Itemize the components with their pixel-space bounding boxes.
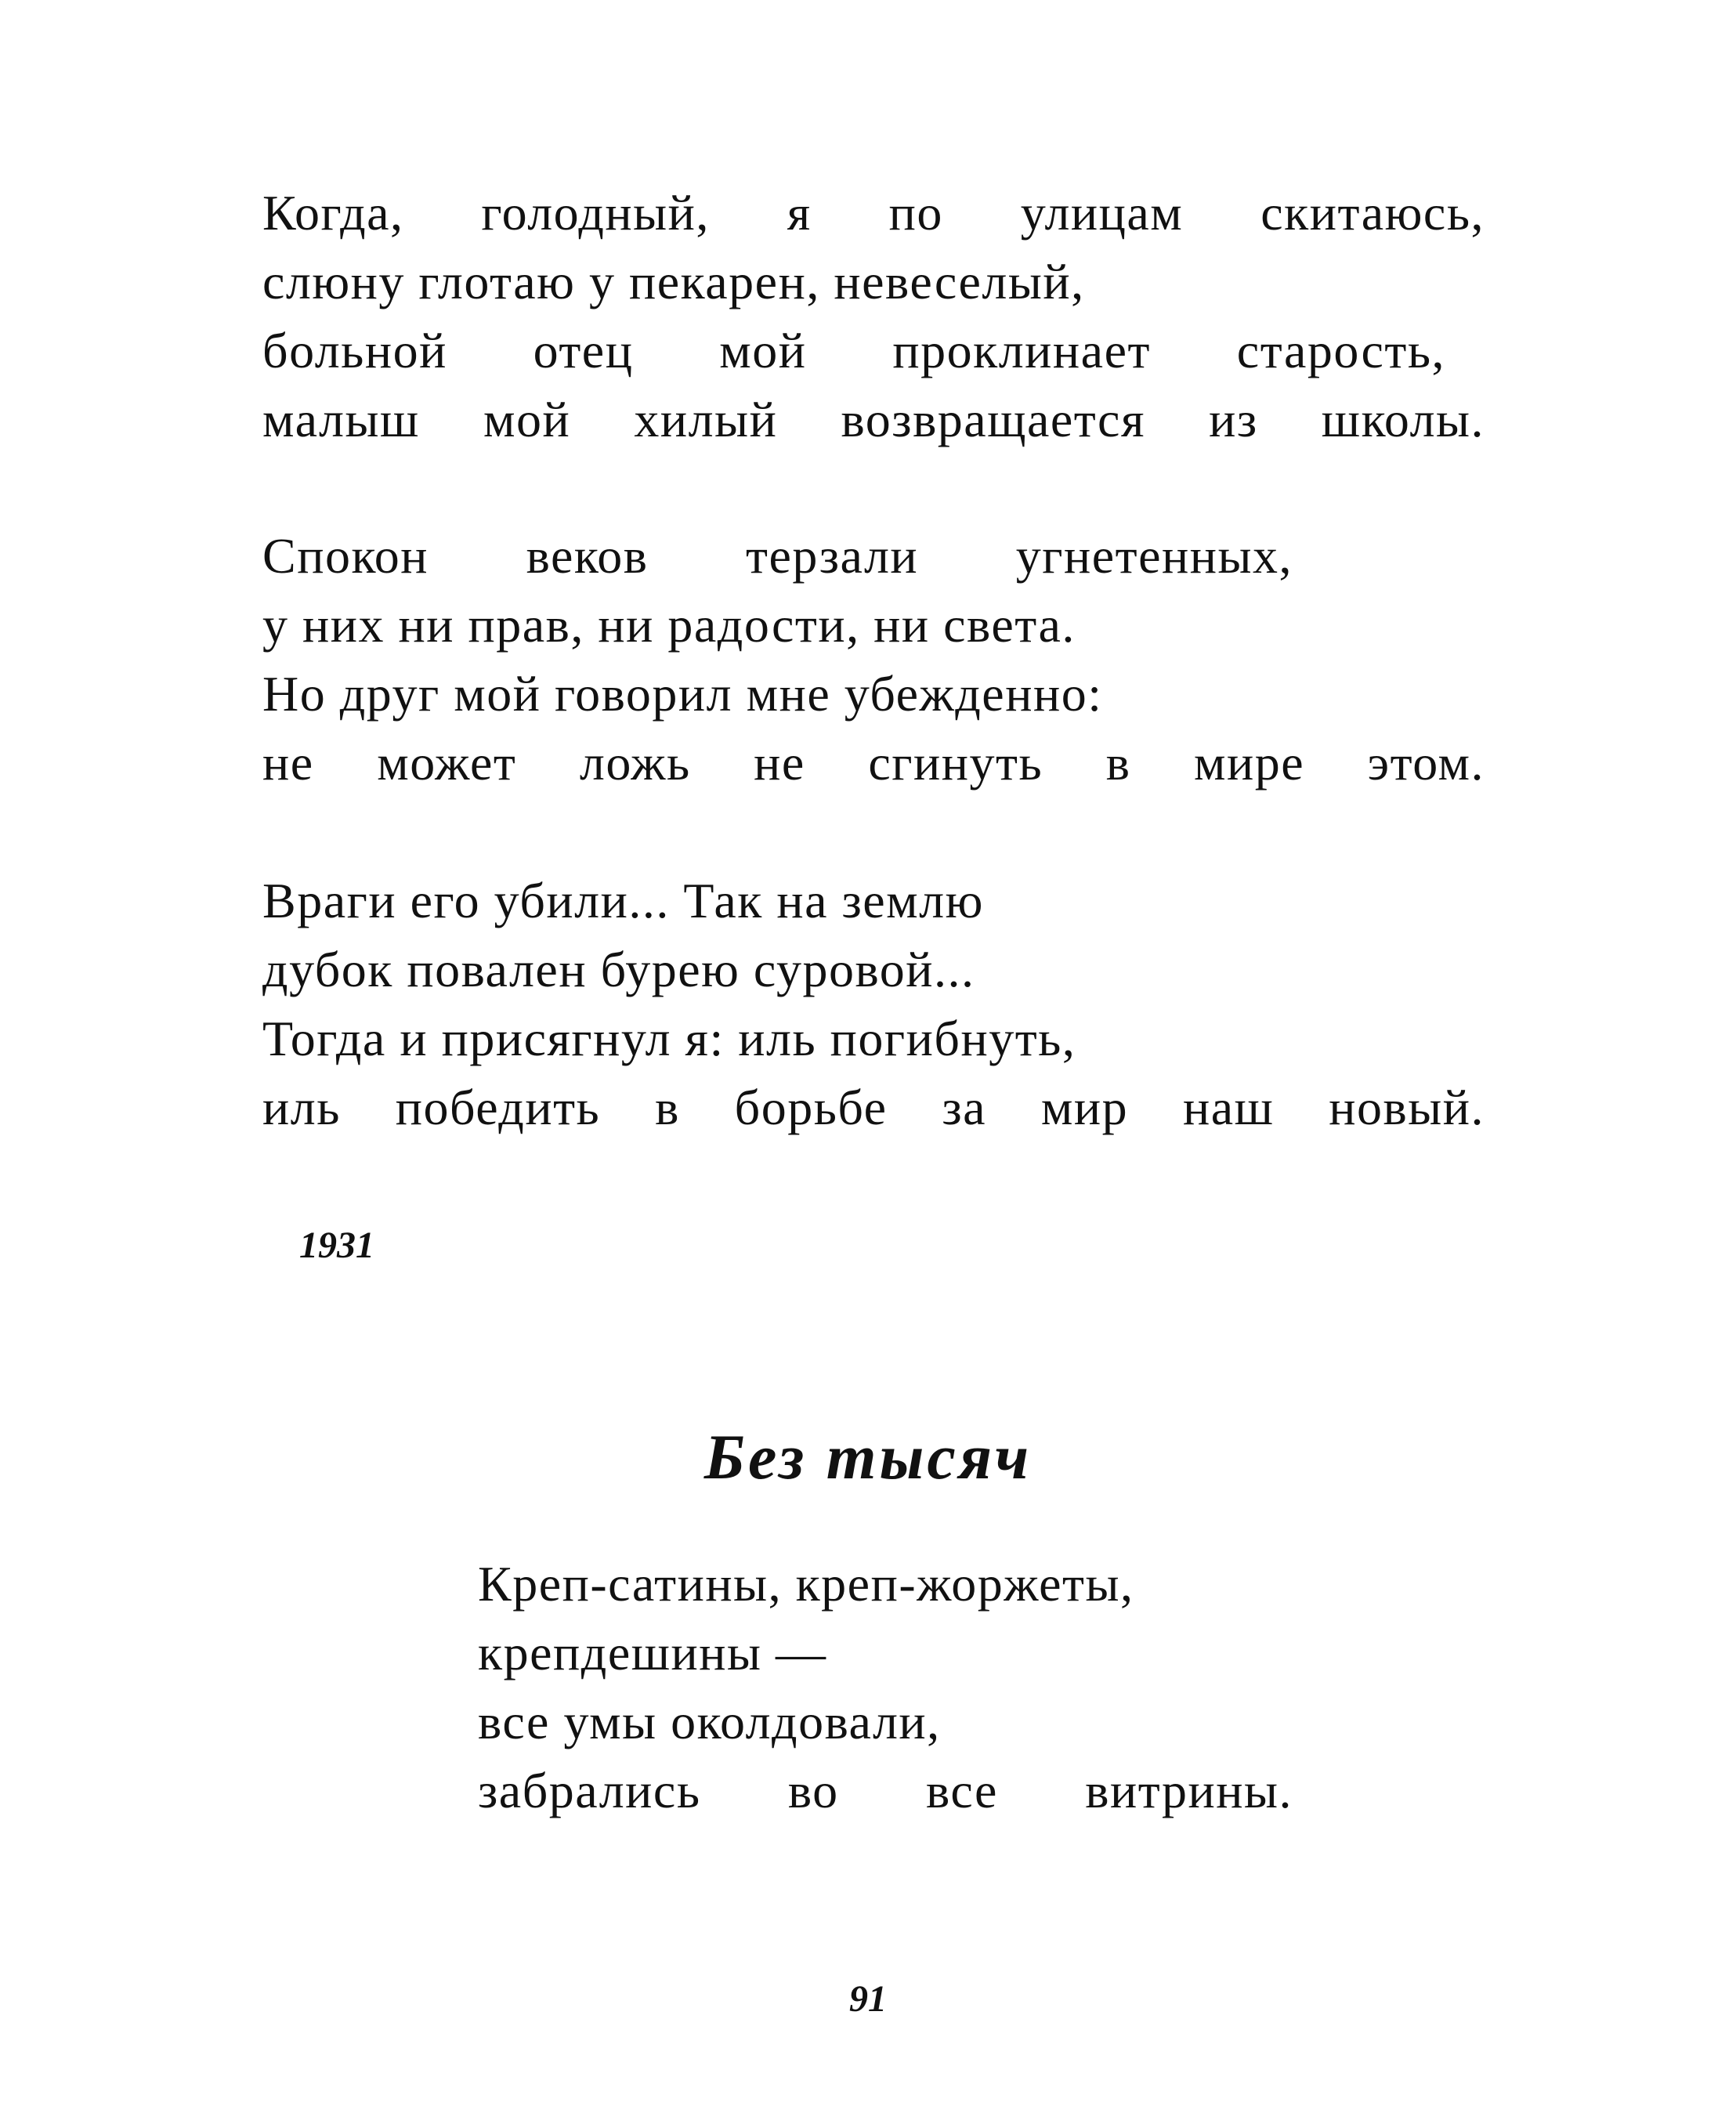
verse-line: слюну глотаю у пекарен, невеселый, (262, 254, 1085, 309)
verse-line-wrap (262, 317, 1445, 385)
verse-line: Когда, голодный, я по улицам скитаюсь, (262, 185, 1485, 241)
verse-line: все умы околдовали, (478, 1694, 941, 1749)
poem-1-stanza-3 (262, 866, 1485, 1142)
poem-date: 1931 (299, 1225, 374, 1266)
verse-line-wrap (262, 522, 1293, 591)
verse-line: Спокон веков терзали угнетенных, (262, 528, 1293, 584)
poem-title: Без тысяч (703, 1421, 1033, 1492)
verse-line: иль победить в борьбе за мир наш новый. (262, 1080, 1485, 1135)
verse-line: Креп-сатины, креп-жоржеты, (478, 1556, 1134, 1612)
verse-line: крепдешины — (478, 1625, 827, 1680)
poem-1-stanza-1 (262, 179, 1485, 454)
verse-line: забрались во все витрины. (478, 1763, 1293, 1818)
verse-line: больной отец мой проклинает старость, (262, 323, 1445, 378)
verse-line: малыш мой хилый возвращается из школы. (262, 392, 1485, 447)
verse-line: Но друг мой говорил мне убежденно: (262, 666, 1103, 722)
verse-line: дубок повален бурею суровой... (262, 942, 975, 997)
verse-line: у них ни прав, ни радости, ни света. (262, 597, 1076, 653)
poem-2-stanza-1 (478, 1550, 1293, 1825)
verse-line: Враги его убили... Так на землю (262, 873, 984, 928)
poem-1-stanza-2 (262, 522, 1485, 798)
verse-line: не может ложь не сгинуть в мире этом. (262, 735, 1485, 790)
verse-line: Тогда и присягнул я: иль погибнуть, (262, 1011, 1076, 1066)
page-number: 91 (849, 1978, 887, 2020)
